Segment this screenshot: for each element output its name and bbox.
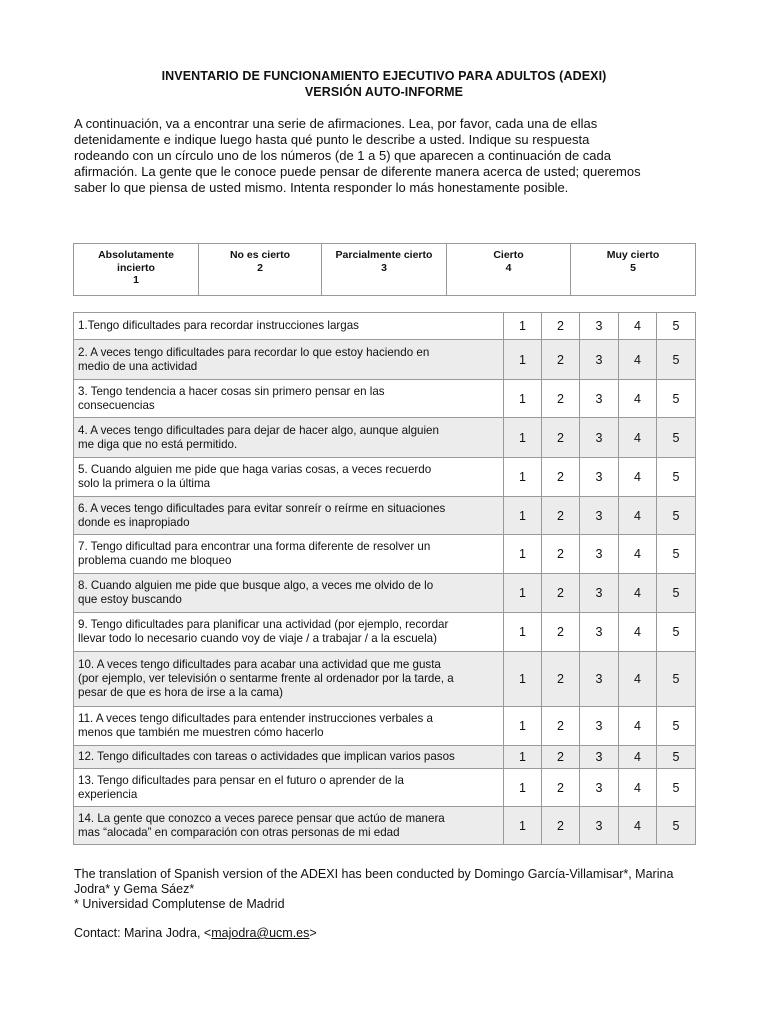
rating-option-2[interactable]: 2 [542, 313, 580, 340]
contact-prefix: Contact: Marina Jodra, < [74, 926, 212, 940]
item-statement-line: me diga que no está permitido. [78, 437, 238, 451]
rating-option-4[interactable]: 4 [619, 535, 657, 574]
item-statement [74, 380, 504, 418]
rating-option-5[interactable]: 5 [657, 458, 696, 497]
table-row [74, 769, 696, 807]
rating-option-4[interactable]: 4 [619, 380, 657, 418]
rating-option-3[interactable]: 3 [580, 535, 619, 574]
table-row [74, 313, 696, 340]
rating-option-4[interactable]: 4 [619, 574, 657, 613]
table-row [74, 535, 696, 574]
scale-cell-4 [447, 244, 571, 296]
document-subtitle: VERSIÓN AUTO-INFORME [304, 85, 464, 99]
rating-option-1[interactable]: 1 [504, 418, 542, 458]
item-statement-line: medio de una actividad [78, 359, 198, 373]
document-title: INVENTARIO DE FUNCIONAMIENTO EJECUTIVO PARA ADULTOS (ADEXI) [161, 69, 607, 83]
rating-option-1[interactable]: 1 [504, 535, 542, 574]
item-statement-line: 7. Tengo dificultad para encontrar una forma diferente de resolver un [78, 540, 431, 553]
rating-option-5[interactable]: 5 [657, 340, 696, 380]
rating-option-2[interactable]: 2 [542, 340, 580, 380]
table-row [74, 418, 696, 458]
rating-option-5[interactable]: 5 [657, 535, 696, 574]
rating-option-2[interactable]: 2 [542, 458, 580, 497]
table-row [74, 497, 696, 535]
item-statement-line: mas “alocada” en comparación con otras personas de mi edad [78, 825, 400, 839]
scale-value: 5 [630, 261, 636, 274]
item-statement [74, 458, 504, 497]
items-table [73, 312, 696, 845]
table-row [74, 458, 696, 497]
table-row [74, 574, 696, 613]
rating-option-4[interactable]: 4 [619, 769, 657, 807]
rating-option-1[interactable]: 1 [504, 707, 542, 746]
scale-value: 3 [381, 261, 387, 274]
scale-label: Absolutamente [98, 249, 174, 261]
rating-option-1[interactable]: 1 [504, 769, 542, 807]
item-statement-line: que estoy buscando [78, 593, 182, 606]
scale-cell-2 [199, 244, 322, 296]
rating-option-5[interactable]: 5 [657, 769, 696, 807]
rating-option-5[interactable]: 5 [657, 652, 696, 707]
item-statement-line: 14. La gente que conozco a veces parece pensar que actúo de manera [78, 811, 445, 825]
instructions-line: afirmación. La gente que le conoce puede pensar de diferente manera acerca de usted; queremos [74, 164, 641, 179]
rating-option-3[interactable]: 3 [580, 707, 619, 746]
rating-option-3[interactable]: 3 [580, 340, 619, 380]
scale-value: 4 [505, 261, 512, 274]
instructions-paragraph [74, 116, 704, 196]
item-statement [74, 613, 504, 652]
rating-option-3[interactable]: 3 [580, 769, 619, 807]
rating-option-4[interactable]: 4 [619, 707, 657, 746]
item-statement [74, 746, 504, 769]
rating-option-5[interactable]: 5 [657, 574, 696, 613]
table-row [74, 807, 696, 845]
item-statement-line: llevar todo lo necesario cuando voy de viaje / a trabajar / a la escuela) [78, 632, 437, 645]
scale-label: Muy cierto [606, 249, 660, 261]
rating-option-5[interactable]: 5 [657, 497, 696, 535]
rating-option-2[interactable]: 2 [542, 613, 580, 652]
rating-option-4[interactable]: 4 [619, 652, 657, 707]
rating-option-1[interactable]: 1 [504, 340, 542, 380]
item-statement [74, 497, 504, 535]
contact-suffix: > [309, 926, 317, 940]
rating-option-1[interactable]: 1 [504, 613, 542, 652]
rating-option-3[interactable]: 3 [580, 574, 619, 613]
scale-label: incierto [117, 261, 155, 274]
item-statement-line: 9. Tengo dificultades para planificar una actividad (por ejemplo, recordar [78, 618, 449, 631]
item-statement-line: 3. Tengo tendencia a hacer cosas sin primero pensar en las [78, 384, 385, 398]
rating-option-3[interactable]: 3 [580, 746, 619, 769]
item-statement-line: 12. Tengo dificultades con tareas o actividades que implican varios pasos [78, 750, 455, 763]
item-statement-line: 11. A veces tengo dificultades para entender instrucciones verbales a [78, 712, 433, 725]
scale-label: Cierto [493, 249, 524, 261]
item-statement-line: 8. Cuando alguien me pide que busque algo, a veces me olvido de lo [78, 579, 434, 592]
rating-option-4[interactable]: 4 [619, 497, 657, 535]
rating-option-2[interactable]: 2 [542, 769, 580, 807]
table-row [74, 340, 696, 380]
item-statement [74, 340, 504, 380]
item-statement [74, 707, 504, 746]
rating-option-3[interactable]: 3 [580, 380, 619, 418]
rating-option-2[interactable]: 2 [542, 497, 580, 535]
rating-option-2[interactable]: 2 [542, 574, 580, 613]
item-statement-line: experiencia [78, 787, 138, 801]
item-statement-line: pesar de que es hora de irse a la cama) [78, 686, 283, 699]
rating-option-2[interactable]: 2 [542, 418, 580, 458]
rating-option-1[interactable]: 1 [504, 497, 542, 535]
scale-cell-5 [571, 244, 696, 296]
footer-affiliation: * Universidad Complutense de Madrid [74, 897, 285, 911]
rating-option-2[interactable]: 2 [542, 652, 580, 707]
rating-option-2[interactable]: 2 [542, 807, 580, 845]
item-statement-line: menos que también me muestren cómo hacerlo [78, 726, 324, 739]
instructions-line: saber lo que piensa de usted mismo. Intenta responder lo más honestamente posible. [74, 180, 569, 195]
item-statement-line: (por ejemplo, ver televisión o sentarme frente al ordenador por la tarde, a [78, 672, 454, 685]
item-statement-line: 5. Cuando alguien me pide que haga varias cosas, a veces recuerdo [78, 463, 432, 476]
item-statement-line: 1.Tengo dificultades para recordar instrucciones largas [78, 319, 359, 332]
instructions-line: detenidamente e indique luego hasta qué punto le describe a usted. Indique su respuesta [74, 132, 590, 147]
rating-option-3[interactable]: 3 [580, 497, 619, 535]
rating-option-1[interactable]: 1 [504, 574, 542, 613]
rating-option-2[interactable]: 2 [542, 707, 580, 746]
item-statement-line: consecuencias [78, 398, 155, 412]
rating-option-5[interactable]: 5 [657, 707, 696, 746]
table-row [74, 652, 696, 707]
table-row [74, 746, 696, 769]
rating-option-3[interactable]: 3 [580, 652, 619, 707]
footer-credit-line: Jodra* y Gema Sáez* [74, 882, 195, 896]
rating-option-2[interactable]: 2 [542, 535, 580, 574]
rating-option-4[interactable]: 4 [619, 458, 657, 497]
rating-option-4[interactable]: 4 [619, 418, 657, 458]
contact-line [74, 926, 317, 941]
item-statement [74, 574, 504, 613]
item-statement-line: donde es inapropiado [78, 515, 190, 529]
item-statement-line: 6. A veces tengo dificultades para evitar sonreír o reírme en situaciones [78, 501, 446, 515]
scale-value: 2 [257, 261, 263, 274]
rating-option-5[interactable]: 5 [657, 380, 696, 418]
item-statement [74, 418, 504, 458]
item-statement [74, 652, 504, 707]
rating-option-1[interactable]: 1 [504, 313, 542, 340]
rating-option-5[interactable]: 5 [657, 313, 696, 340]
rating-option-5[interactable]: 5 [657, 418, 696, 458]
rating-option-1[interactable]: 1 [504, 746, 542, 769]
rating-option-4[interactable]: 4 [619, 313, 657, 340]
response-scale-legend [73, 243, 696, 296]
contact-email-link[interactable]: majodra@ucm.es [211, 926, 310, 940]
rating-option-4[interactable]: 4 [619, 807, 657, 845]
scale-row [74, 244, 696, 296]
item-statement [74, 769, 504, 807]
item-statement-line: 10. A veces tengo dificultades para acabar una actividad que me gusta [78, 658, 441, 671]
item-statement-line: 2. A veces tengo dificultades para recordar lo que estoy haciendo en [78, 345, 430, 359]
item-statement-line: 4. A veces tengo dificultades para dejar de hacer algo, aunque alguien [78, 423, 439, 437]
scale-value: 1 [133, 274, 139, 286]
rating-option-5[interactable]: 5 [657, 746, 696, 769]
footer-credit-line: The translation of Spanish version of the ADEXI has been conducted by Domingo García-Villamisar*, Marina [74, 867, 674, 881]
rating-option-3[interactable]: 3 [580, 458, 619, 497]
item-statement-line: 13. Tengo dificultades para pensar en el futuro o aprender de la [78, 773, 404, 787]
rating-option-3[interactable]: 3 [580, 613, 619, 652]
rating-option-5[interactable]: 5 [657, 613, 696, 652]
instructions-line: rodeando con un círculo uno de los números (de 1 a 5) que aparecen a continuación de cada [74, 148, 611, 163]
scale-cell-3 [322, 244, 447, 296]
rating-option-1[interactable]: 1 [504, 458, 542, 497]
table-row [74, 613, 696, 652]
rating-option-1[interactable]: 1 [504, 380, 542, 418]
rating-option-3[interactable]: 3 [580, 313, 619, 340]
rating-option-4[interactable]: 4 [619, 746, 657, 769]
scale-label: Parcialmente cierto [335, 249, 433, 261]
rating-option-2[interactable]: 2 [542, 746, 580, 769]
item-statement [74, 535, 504, 574]
instructions-line: A continuación, va a encontrar una serie de afirmaciones. Lea, por favor, cada una de ellas [74, 116, 598, 131]
scale-label: No es cierto [229, 249, 291, 261]
rating-option-1[interactable]: 1 [504, 652, 542, 707]
rating-option-5[interactable]: 5 [657, 807, 696, 845]
rating-option-3[interactable]: 3 [580, 418, 619, 458]
rating-option-2[interactable]: 2 [542, 380, 580, 418]
item-statement-line: problema cuando me bloqueo [78, 554, 232, 567]
rating-option-4[interactable]: 4 [619, 340, 657, 380]
item-statement [74, 313, 504, 340]
table-row [74, 707, 696, 746]
rating-option-4[interactable]: 4 [619, 613, 657, 652]
rating-option-3[interactable]: 3 [580, 807, 619, 845]
scale-cell-1 [74, 244, 199, 296]
item-statement-line: solo la primera o la última [78, 477, 211, 490]
table-row [74, 380, 696, 418]
item-statement [74, 807, 504, 845]
rating-option-1[interactable]: 1 [504, 807, 542, 845]
